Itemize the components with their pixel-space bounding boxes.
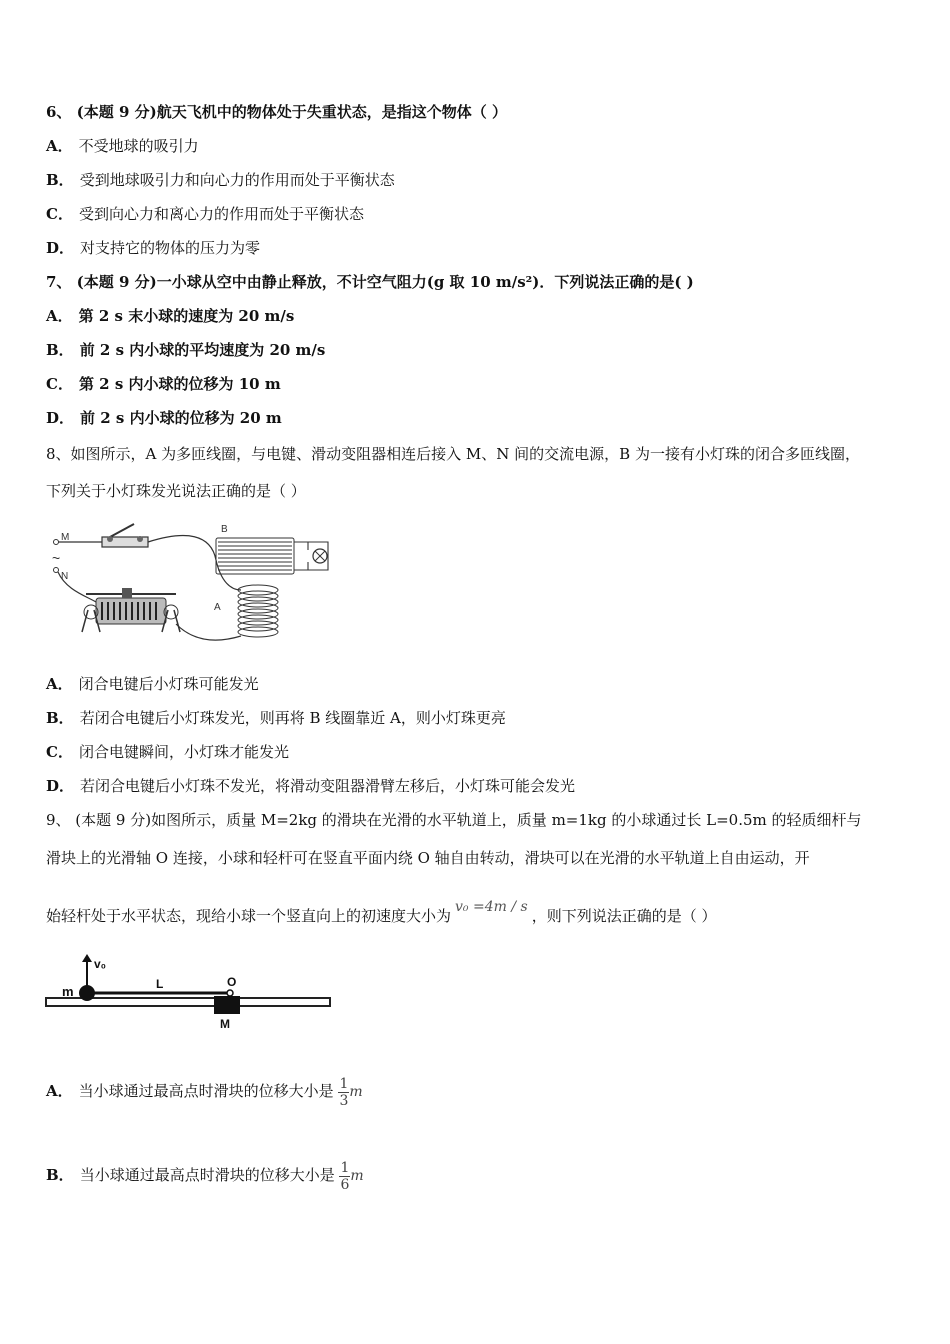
coil-a: [238, 585, 278, 637]
q8-option-b: [46, 708, 506, 728]
option-text: 闭合电键后小灯珠可能发光: [78, 675, 259, 693]
option-text: 当小球通过最高点时滑块的位移大小是: [79, 1166, 335, 1184]
q7-option-d: [46, 408, 282, 428]
option-letter: A．: [46, 137, 73, 155]
option-text: 受到向心力和离心力的作用而处于平衡状态: [78, 205, 364, 223]
option-letter: A．: [46, 675, 73, 693]
q9-stem-line3: [46, 899, 717, 927]
option-text: 第 2 s 内小球的位移为 10 m: [78, 375, 281, 393]
lamp-icon: [313, 549, 327, 563]
label-big-m: M: [220, 1017, 230, 1031]
option-letter: C．: [46, 205, 73, 223]
rheostat: [82, 588, 180, 632]
label-n: N: [61, 571, 69, 582]
terminal-m: [54, 540, 59, 545]
fraction: [339, 1160, 350, 1193]
option-letter: D．: [46, 239, 75, 257]
option-letter: B．: [46, 171, 74, 189]
initial-velocity-formula: v₀ =4m / s: [455, 899, 528, 915]
q6-stem: 6、 (本题 9 分)航天飞机中的物体处于失重状态，是指这个物体（ ）: [46, 103, 507, 121]
option-text: 受到地球吸引力和向心力的作用而处于平衡状态: [79, 171, 395, 189]
fraction-denominator: 6: [340, 1176, 350, 1193]
option-text: 对支持它的物体的压力为零: [80, 239, 261, 257]
fraction-denominator: 3: [339, 1092, 349, 1109]
option-letter: C．: [46, 743, 73, 761]
option-letter: B．: [46, 709, 74, 727]
option-letter: D．: [46, 409, 75, 427]
label-l: L: [156, 977, 164, 991]
unit: m: [350, 1168, 364, 1184]
q8-option-a: [46, 674, 259, 694]
q6-option-a: [46, 136, 199, 156]
q9-option-a: [46, 1066, 363, 1116]
q9-option-b: [46, 1150, 364, 1200]
option-text: 若闭合电键后小灯珠发光，则再将 B 线圈靠近 A，则小灯珠更亮: [79, 709, 506, 727]
q8-circuit-figure: [46, 520, 336, 650]
label-b: B: [221, 524, 228, 535]
q9-slider-figure: [44, 952, 334, 1032]
option-letter: B．: [46, 1166, 74, 1184]
fraction-numerator: 1: [339, 1075, 349, 1092]
stem-text: ，则下列说法正确的是（ ）: [531, 907, 717, 925]
q7-option-b: [46, 340, 325, 360]
unit: m: [349, 1084, 363, 1100]
q6-option-b: [46, 170, 395, 190]
q9-stem-line1: 9、 (本题 9 分)如图所示，质量 M=2kg 的滑块在光滑的水平轨道上，质量 m=1kg 的小球通过长 L=0.5m 的轻质细杆与: [46, 811, 862, 829]
label-ac: ~: [52, 550, 61, 566]
wire: [148, 536, 241, 590]
slider-block: [214, 996, 240, 1014]
label-a: A: [214, 602, 221, 613]
option-text: 闭合电键瞬间，小灯珠才能发光: [78, 743, 289, 761]
stem-text: 始轻杆处于水平状态，现给小球一个竖直向上的初速度大小为: [46, 907, 452, 925]
fraction-numerator: 1: [340, 1159, 350, 1176]
q8-option-c: [46, 742, 289, 762]
q7-option-c: [46, 374, 281, 394]
knife-switch: [102, 524, 148, 547]
q7-option-a: [46, 306, 294, 326]
q6-option-c: [46, 204, 364, 224]
coil-b: [216, 538, 294, 574]
q8-stem-line2: 下列关于小灯珠发光说法正确的是（ ）: [46, 482, 306, 500]
q7-stem: 7、 (本题 9 分)一小球从空中由静止释放，不计空气阻力(g 取 10 m/s²)．下列说法正确的是( ): [46, 273, 694, 291]
label-m: M: [61, 532, 70, 543]
option-letter: A．: [46, 1082, 73, 1100]
fraction: [338, 1076, 349, 1109]
label-m: m: [62, 984, 74, 999]
axis-o: [227, 990, 233, 996]
option-text: 前 2 s 内小球的平均速度为 20 m/s: [79, 341, 326, 359]
wire: [176, 624, 241, 640]
option-text: 前 2 s 内小球的位移为 20 m: [80, 409, 282, 427]
q6-option-d: [46, 238, 260, 258]
option-letter: A．: [46, 307, 73, 325]
label-o: O: [227, 975, 237, 989]
q9-stem-line2: 滑块上的光滑轴 O 连接，小球和轻杆可在竖直平面内绕 O 轴自由转动，滑块可以在光滑的水平轨道上自由运动，开: [46, 849, 810, 867]
option-text: 若闭合电键后小灯珠不发光，将滑动变阻器滑臂左移后，小灯珠可能会发光: [80, 777, 576, 795]
q8-option-d: [46, 776, 575, 796]
q8-stem-line1: 8、如图所示，A 为多匝线圈，与电键、滑动变阻器相连后接入 M、N 间的交流电源，B 为一接有小灯珠的闭合多匝线圈，: [46, 445, 860, 463]
option-text: 当小球通过最高点时滑块的位移大小是: [78, 1082, 334, 1100]
option-text: 第 2 s 末小球的速度为 20 m/s: [78, 307, 295, 325]
option-letter: B．: [46, 341, 74, 359]
option-letter: D．: [46, 777, 75, 795]
option-text: 不受地球的吸引力: [78, 137, 199, 155]
option-letter: C．: [46, 375, 73, 393]
label-v0: v₀: [94, 957, 107, 971]
terminal-n: [54, 568, 59, 573]
arrow-head-icon: [82, 954, 92, 962]
